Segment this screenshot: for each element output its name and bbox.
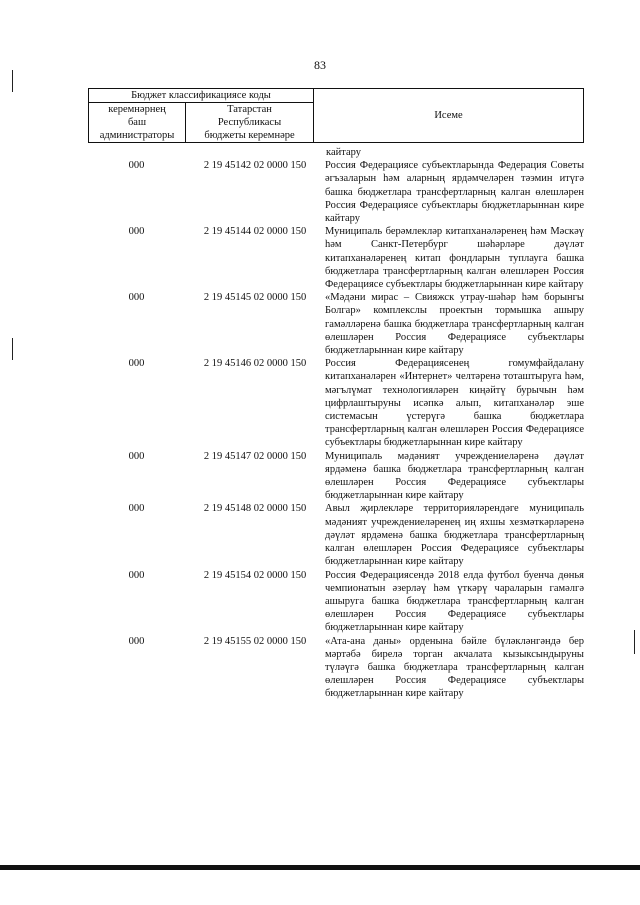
revenue-name: Авыл җирлекләре территорияләрендәге муниципаль мәдәният учреждениеләренең иң яхшы хезмәткәрләренә дәүләт ярдәменә башка бюджетлара трансфертларның калган өлешләрен Россия Федерациясе субъектлары бюджетларыннан кире кайтару xyxy=(325,503,584,568)
budget-revenue-column-header: Татарстан Республикасы бюджеты керемнәре xyxy=(186,103,314,143)
scan-margin-mark xyxy=(12,70,13,92)
table-row xyxy=(88,225,584,291)
table-row xyxy=(88,635,584,701)
revenue-code: 2 19 45155 02 0000 150 xyxy=(203,635,307,647)
table-row xyxy=(88,291,584,357)
table-row xyxy=(88,159,584,225)
revenue-name: Россия Федерациясендә 2018 елда футбол буенча дөнья чемпионатын әзерләү һәм үткәрү чараларын гамәлгә ашыруга башка бюджетлара трансфертларның калган өлешләрен Россия Федерациясе субъектлары бюджетларыннан кире кайтару xyxy=(325,569,584,634)
revenue-code: 2 19 45154 02 0000 150 xyxy=(203,569,307,581)
admin-code: 000 xyxy=(128,450,145,462)
budget-code-table-header xyxy=(88,88,584,143)
name-column-header: Исеме xyxy=(314,89,584,143)
scan-margin-mark xyxy=(12,338,13,360)
admin-code: 000 xyxy=(128,358,145,370)
admin-column-header: керемнәрнең баш администраторы xyxy=(89,103,186,143)
admin-code: 000 xyxy=(128,503,145,515)
admin-code: 000 xyxy=(128,292,145,304)
admin-code: 000 xyxy=(128,160,145,172)
continuation-text: кайтару xyxy=(326,147,361,158)
revenue-name: Муниципаль мәдәният учреждениеләренә дәүләт ярдәменә башка бюджетлара трансфертларның калган өлешләрен Россия Федерациясе субъектлары бюджетларыннан кире кайтару xyxy=(325,450,584,502)
revenue-name: «Мәдәни мирас – Свияжск утрау-шәһәр һәм борынгы Болгар» комплекслы проектын тормышка ашыру гамәлләренә башка бюджетлара трансфертларның калган өлешләрен Россия Федерациясе субъектлары бюджетларыннан кире кайтару xyxy=(325,292,584,357)
revenue-code: 2 19 45142 02 0000 150 xyxy=(203,160,307,172)
scan-edge-bar xyxy=(0,865,640,870)
revenue-code: 2 19 45145 02 0000 150 xyxy=(203,292,307,304)
revenue-code-list xyxy=(88,146,584,701)
revenue-name: Муниципаль берәмлекләр китапханәләренең һәм Мәскәү һәм Санкт-Петербург шәһәрләре дәүләт китапханәләренең китап фондларын туплауга башка бюджетлара трансфертларның калган өлешләрен Россия Федерациясе субъектлары бюджетларыннан кире кайтару xyxy=(325,226,584,291)
revenue-name: «Ата-ана даны» орденына бәйле бүләкләнгәндә бер мәртәбә бирелә торган акчалата кызыксындыруны түләүгә башка бюджетлара трансфертларның калган өлешләрен Россия Федерациясе субъектлары бюджетларыннан кире кайтару xyxy=(325,635,584,700)
table-row xyxy=(88,357,584,449)
scan-margin-mark xyxy=(634,630,635,654)
revenue-name: Россия Федерациясенең гомумфайдалану китапханәләрен «Интернет» челтәренә тоташтыруга һәм, мәгълүмат технологияләрен киңәйтү бурычын һәм цифрлаштыруны исәпкә алып, китапханәләр эше системасын үстерүгә башка бюджетлара трансфертларның калган өлешләрен Россия Федерациясе субъектлары бюджетларыннан кире кайтару xyxy=(325,358,584,449)
admin-code: 000 xyxy=(128,226,145,238)
revenue-code: 2 19 45148 02 0000 150 xyxy=(203,503,307,515)
revenue-code: 2 19 45147 02 0000 150 xyxy=(203,450,307,462)
table-row xyxy=(88,450,584,503)
budget-classification-code-header: Бюджет классификациясе коды xyxy=(89,89,314,103)
admin-code: 000 xyxy=(128,635,145,647)
page-number: 83 xyxy=(314,58,326,72)
revenue-code: 2 19 45144 02 0000 150 xyxy=(203,226,307,238)
table-row xyxy=(88,569,584,635)
admin-code: 000 xyxy=(128,569,145,581)
revenue-name: Россия Федерациясе субъектларында Федерация Советы әгъзаларын һәм аларның ярдәмчеләрен тәэмин итүгә башка бюджетлара трансфертларның калган өлешләрен Россия Федерациясе субъектлары бюджетларыннан кире кайтару xyxy=(325,160,584,225)
table-row xyxy=(88,502,584,568)
revenue-code: 2 19 45146 02 0000 150 xyxy=(203,358,307,370)
